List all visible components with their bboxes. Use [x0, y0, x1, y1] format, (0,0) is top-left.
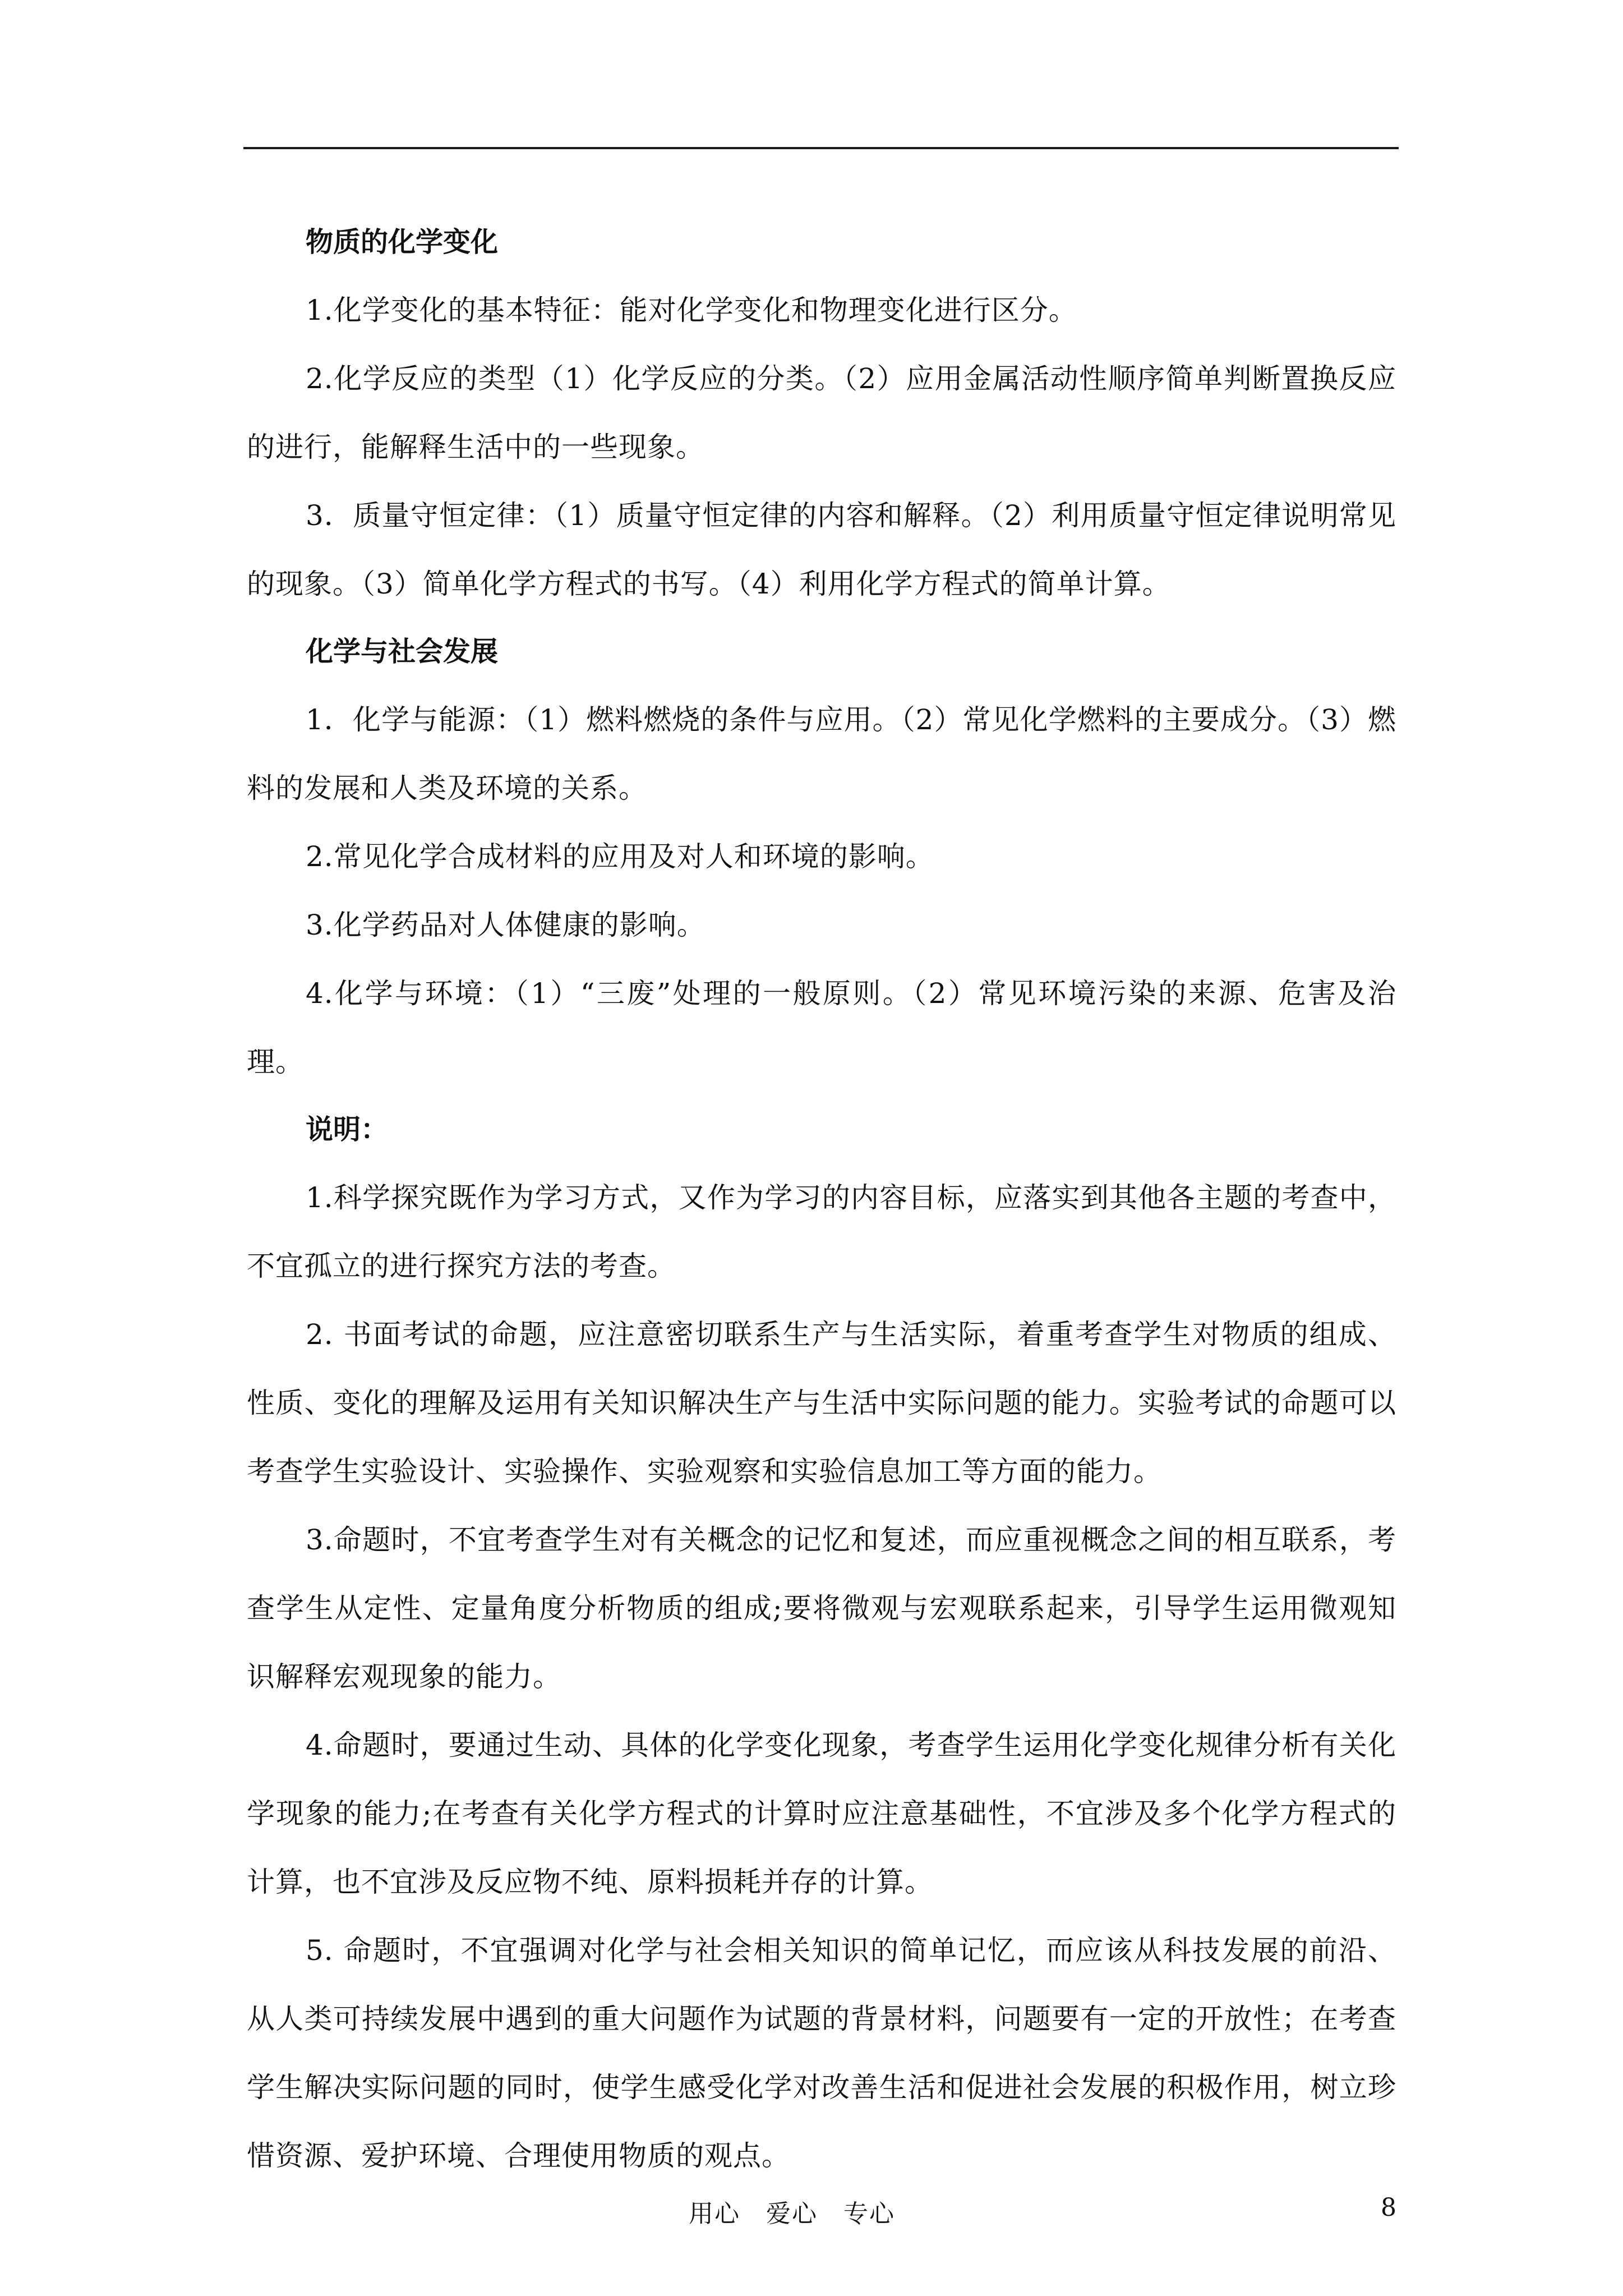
paragraph: 3.化学药品对人体健康的影响。 — [306, 909, 706, 941]
section-heading: 化学与社会发展 — [306, 636, 499, 668]
paragraph: 5. 命题时，不宜强调对化学与社会相关知识的简单记忆，而应该从科技发展的前沿、从人类可持续发展中遇到的重大问题作为试题的背景材料，问题要有一定的开放性；在考查学生解决实际问题的同时，使学生感受化学对改善生活和促进社会发展的积极作用，树立珍惜资源、爱护环境、合理使用物质的观点。 — [247, 1934, 1396, 2172]
paragraph: 3.命题时，不宜考查学生对有关概念的记忆和复述，而应重视概念之间的相互联系，考查学生从定性、定量角度分析物质的组成;要将微观与宏观联系起来，引导学生运用微观知识解释宏观现象的能力。 — [247, 1524, 1396, 1693]
page-number: 8 — [1381, 2193, 1396, 2222]
paragraph: 1.化学变化的基本特征：能对化学变化和物理变化进行区分。 — [306, 294, 1077, 326]
footer-motto: 用心 爱心 专心 — [689, 2200, 895, 2228]
paragraph: 2.化学反应的类型（1）化学反应的分类。（2）应用金属活动性顺序简单判断置换反应的进行，能解释生活中的一些现象。 — [247, 362, 1396, 463]
paragraph: 1.科学探究既作为学习方式，又作为学习的内容目标，应落实到其他各主题的考查中，不宜孤立的进行探究方法的考查。 — [247, 1181, 1396, 1282]
paragraph: 2.常见化学合成材料的应用及对人和环境的影响。 — [306, 840, 934, 873]
paragraph: 3．质量守恒定律：（1）质量守恒定律的内容和解释。（2）利用质量守恒定律说明常见的现象。（3）简单化学方程式的书写。（4）利用化学方程式的简单计算。 — [247, 499, 1396, 600]
paragraph: 4.命题时，要通过生动、具体的化学变化现象，考查学生运用化学变化规律分析有关化学现象的能力;在考查有关化学方程式的计算时应注意基础性，不宜涉及多个化学方程式的计算，也不宜涉及反应物不纯、原料损耗并存的计算。 — [247, 1729, 1396, 1898]
section-heading: 说明： — [306, 1114, 389, 1145]
header-rule — [243, 147, 1399, 149]
section-heading: 物质的化学变化 — [306, 226, 499, 258]
paragraph: 4.化学与环境：（1）“三废”处理的一般原则。（2）常见环境污染的来源、危害及治理。 — [247, 977, 1396, 1078]
paragraph: 2. 书面考试的命题，应注意密切联系生产与生活实际，着重考查学生对物质的组成、性质、变化的理解及运用有关知识解决生产与生活中实际问题的能力。实验考试的命题可以考查学生实验设计、实验操作、实验观察和实验信息加工等方面的能力。 — [247, 1318, 1396, 1488]
document-body — [247, 209, 1396, 2190]
paragraph: 1．化学与能源：（1）燃料燃烧的条件与应用。（2）常见化学燃料的主要成分。（3）燃料的发展和人类及环境的关系。 — [247, 703, 1396, 804]
page-footer — [0, 2193, 1623, 2238]
